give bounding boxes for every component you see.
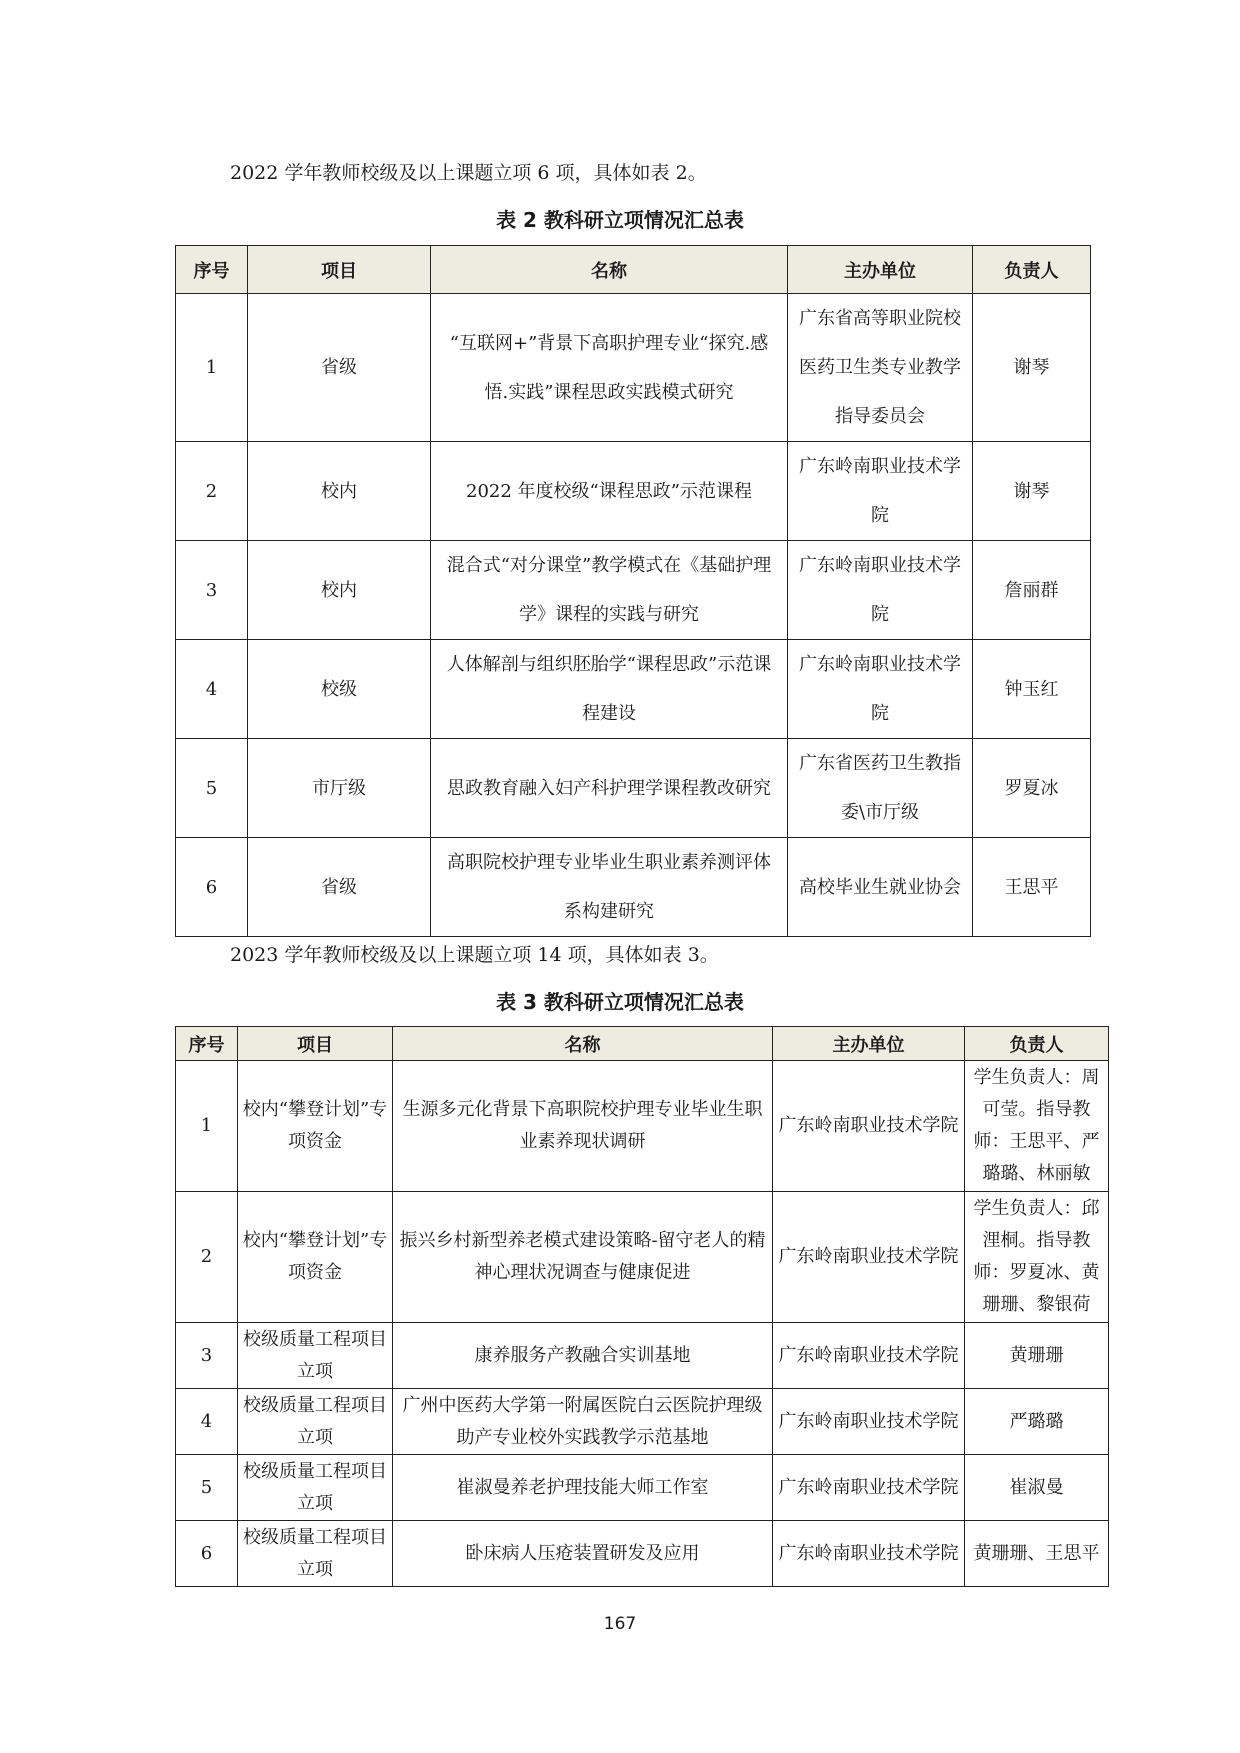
row-leader: 谢琴: [973, 294, 1091, 442]
row-name: 卧床病人压疮装置研发及应用: [393, 1521, 773, 1587]
row-organizer: 广东岭南职业技术学院: [773, 1061, 965, 1192]
table3-header-leader: 负责人: [965, 1027, 1109, 1061]
row-index: 3: [176, 541, 248, 640]
row-organizer: 广东岭南职业技术学院: [773, 1192, 965, 1323]
row-project: 市厅级: [248, 739, 431, 838]
row-project: 省级: [248, 838, 431, 937]
row-name: 人体解剖与组织胚胎学“课程思政”示范课程建设: [431, 640, 788, 739]
intro-paragraph-2022: 2022 学年教师校级及以上课题立项 6 项，具体如表 2。: [230, 162, 707, 184]
row-organizer: 广东岭南职业技术学院: [773, 1455, 965, 1521]
table2-header-organizer: 主办单位: [788, 246, 973, 294]
table2-header-project: 项目: [248, 246, 431, 294]
row-organizer: 广东岭南职业技术学院: [773, 1323, 965, 1389]
row-index: 2: [176, 442, 248, 541]
table-row: [176, 1521, 1109, 1587]
table2-caption: 表 2 教科研立项情况汇总表: [496, 208, 744, 232]
row-leader: 詹丽群: [973, 541, 1091, 640]
table3-header-project: 项目: [238, 1027, 393, 1061]
row-leader: 罗夏冰: [973, 739, 1091, 838]
row-index: 6: [176, 1521, 238, 1587]
row-project: 校级质量工程项目立项: [238, 1521, 393, 1587]
row-index: 5: [176, 739, 248, 838]
row-organizer: 广东岭南职业技术学院: [773, 1389, 965, 1455]
page-number: 167: [603, 1614, 637, 1634]
table-row: [176, 739, 1091, 838]
intro-paragraph-2023: 2023 学年教师校级及以上课题立项 14 项，具体如表 3。: [230, 944, 719, 966]
row-leader: 严璐璐: [965, 1389, 1109, 1455]
table-row: [176, 1455, 1109, 1521]
row-leader: 王思平: [973, 838, 1091, 937]
row-name: 2022 年度校级“课程思政”示范课程: [431, 442, 788, 541]
row-index: 2: [176, 1192, 238, 1323]
row-index: 1: [176, 294, 248, 442]
row-index: 4: [176, 1389, 238, 1455]
table2: [175, 245, 1091, 937]
table-row: [176, 640, 1091, 739]
row-leader: 钟玉红: [973, 640, 1091, 739]
row-project: 校级质量工程项目立项: [238, 1389, 393, 1455]
row-name: 混合式“对分课堂”教学模式在《基础护理学》课程的实践与研究: [431, 541, 788, 640]
table-row: [176, 1061, 1109, 1192]
table-row: [176, 1192, 1109, 1323]
row-name: 生源多元化背景下高职院校护理专业毕业生职业素养现状调研: [393, 1061, 773, 1192]
table3-header-organizer: 主办单位: [773, 1027, 965, 1061]
table2-header-leader: 负责人: [973, 246, 1091, 294]
row-leader: 黄珊珊、王思平: [965, 1521, 1109, 1587]
row-project: 省级: [248, 294, 431, 442]
row-organizer: 广东省高等职业院校医药卫生类专业教学指导委员会: [788, 294, 973, 442]
table-row: [176, 1389, 1109, 1455]
row-name: 康养服务产教融合实训基地: [393, 1323, 773, 1389]
row-project: 校内“攀登计划”专项资金: [238, 1192, 393, 1323]
row-organizer: 广东岭南职业技术学院: [773, 1521, 965, 1587]
table3-header-index: 序号: [176, 1027, 238, 1061]
row-organizer: 广东岭南职业技术学院: [788, 442, 973, 541]
row-leader: 谢琴: [973, 442, 1091, 541]
table2-header-index: 序号: [176, 246, 248, 294]
row-index: 1: [176, 1061, 238, 1192]
row-leader: 崔淑曼: [965, 1455, 1109, 1521]
row-name: 崔淑曼养老护理技能大师工作室: [393, 1455, 773, 1521]
row-index: 5: [176, 1455, 238, 1521]
row-organizer: 广东岭南职业技术学院: [788, 541, 973, 640]
row-index: 3: [176, 1323, 238, 1389]
table-row: [176, 442, 1091, 541]
row-project: 校内: [248, 541, 431, 640]
row-index: 4: [176, 640, 248, 739]
table3-header-row: [176, 1027, 1109, 1061]
row-organizer: 广东岭南职业技术学院: [788, 640, 973, 739]
row-project: 校级: [248, 640, 431, 739]
table-row: [176, 294, 1091, 442]
row-name: 高职院校护理专业毕业生职业素养测评体系构建研究: [431, 838, 788, 937]
row-leader: 学生负责人：邱浬桐。指导教师：罗夏冰、黄珊珊、黎银荷: [965, 1192, 1109, 1323]
table-row: [176, 541, 1091, 640]
row-leader: 学生负责人：周可莹。指导教师：王思平、严璐璐、林丽敏: [965, 1061, 1109, 1192]
table2-header-name: 名称: [431, 246, 788, 294]
row-project: 校内: [248, 442, 431, 541]
table3-caption: 表 3 教科研立项情况汇总表: [496, 990, 744, 1014]
row-project: 校内“攀登计划”专项资金: [238, 1061, 393, 1192]
table3-header-name: 名称: [393, 1027, 773, 1061]
table2-header-row: [176, 246, 1091, 294]
row-name: “互联网+”背景下高职护理专业“探究.感悟.实践”课程思政实践模式研究: [431, 294, 788, 442]
table-row: [176, 838, 1091, 937]
table3: [175, 1026, 1109, 1587]
table-row: [176, 1323, 1109, 1389]
row-name: 振兴乡村新型养老模式建设策略-留守老人的精神心理状况调查与健康促进: [393, 1192, 773, 1323]
row-leader: 黄珊珊: [965, 1323, 1109, 1389]
row-organizer: 广东省医药卫生教指委\市厅级: [788, 739, 973, 838]
row-organizer: 高校毕业生就业协会: [788, 838, 973, 937]
row-project: 校级质量工程项目立项: [238, 1455, 393, 1521]
row-name: 广州中医药大学第一附属医院白云医院护理级助产专业校外实践教学示范基地: [393, 1389, 773, 1455]
row-project: 校级质量工程项目立项: [238, 1323, 393, 1389]
row-index: 6: [176, 838, 248, 937]
row-name: 思政教育融入妇产科护理学课程教改研究: [431, 739, 788, 838]
